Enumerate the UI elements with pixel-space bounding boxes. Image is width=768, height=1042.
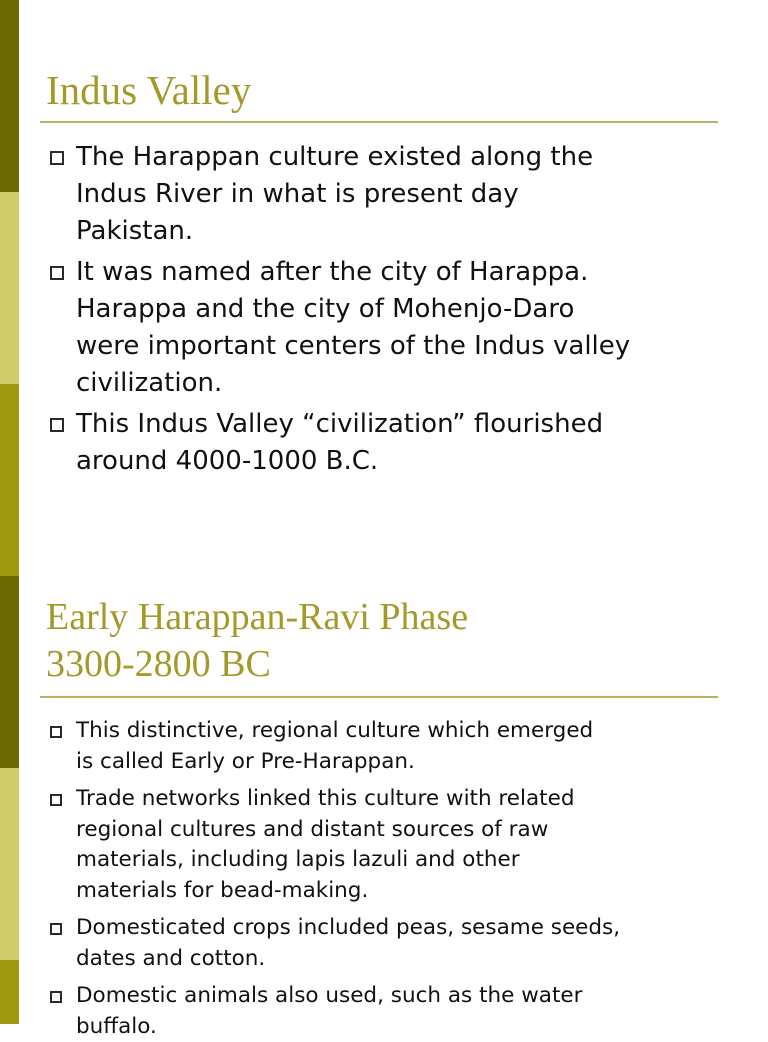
square-bullet-icon bbox=[50, 726, 62, 738]
text-line: civilization. bbox=[76, 365, 630, 402]
text-line: were important centers of the Indus valley bbox=[76, 328, 630, 365]
text-line: buffalo. bbox=[76, 1012, 582, 1042]
title-line: Early Harappan-Ravi Phase bbox=[46, 594, 468, 641]
title-line: Indus Valley bbox=[46, 66, 251, 114]
bullet-text bbox=[76, 784, 574, 906]
text-line: Trade networks linked this culture with related bbox=[76, 784, 574, 815]
text-line: dates and cotton. bbox=[76, 944, 620, 975]
text-line: Harappa and the city of Mohenjo-Daro bbox=[76, 291, 630, 328]
text-line: The Harappan culture existed along the bbox=[76, 139, 593, 176]
text-line: Indus River in what is present day bbox=[76, 176, 593, 213]
title-divider bbox=[40, 696, 718, 698]
text-line: This distinctive, regional culture which emerged bbox=[76, 716, 593, 747]
title-line: 3300-2800 BC bbox=[46, 641, 468, 688]
bullet-text bbox=[76, 913, 620, 974]
text-line: materials, including lapis lazuli and other bbox=[76, 845, 574, 876]
bullet-text bbox=[76, 981, 582, 1042]
text-line: Domesticated crops included peas, sesame seeds, bbox=[76, 913, 620, 944]
text-line: This Indus Valley “civilization” flourished bbox=[76, 406, 603, 443]
slide-title bbox=[46, 594, 468, 688]
text-line: around 4000-1000 B.C. bbox=[76, 443, 603, 480]
text-line: Domestic animals also used, such as the water bbox=[76, 981, 582, 1012]
text-line: materials for bead-making. bbox=[76, 876, 574, 907]
text-line: Pakistan. bbox=[76, 213, 593, 250]
square-bullet-icon bbox=[50, 794, 62, 806]
text-line: is called Early or Pre-Harappan. bbox=[76, 747, 593, 778]
bullet-text bbox=[76, 716, 593, 777]
text-line: It was named after the city of Harappa. bbox=[76, 254, 630, 291]
square-bullet-icon bbox=[50, 923, 62, 935]
square-bullet-icon bbox=[50, 991, 62, 1003]
text-line: regional cultures and distant sources of raw bbox=[76, 815, 574, 846]
